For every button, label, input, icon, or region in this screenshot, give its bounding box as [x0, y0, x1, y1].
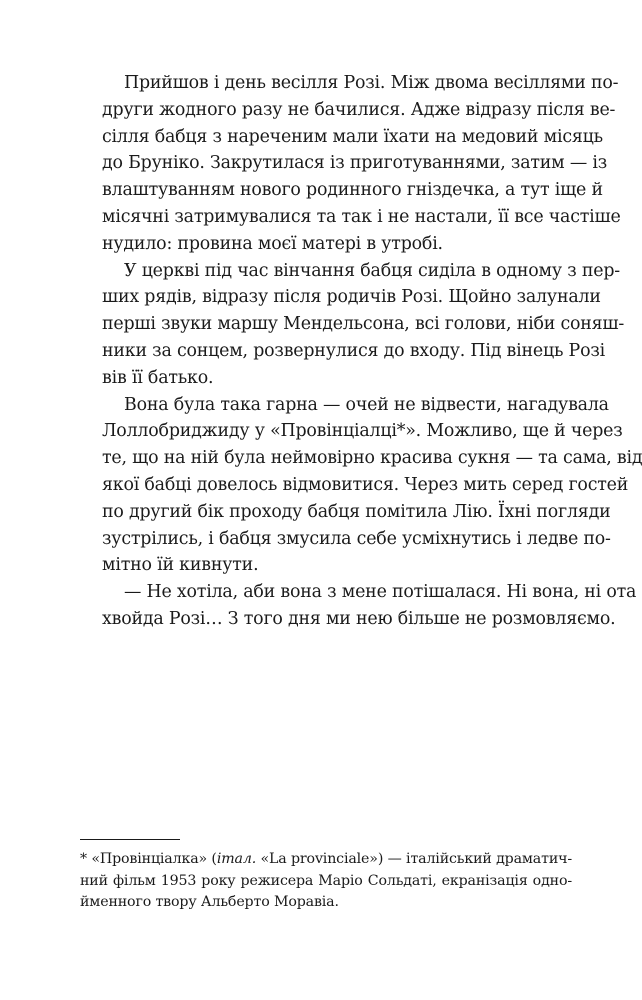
paragraph-3 — [80, 392, 642, 580]
paragraph-2 — [80, 258, 625, 392]
text-line: други жодного разу не бачилися. Адже відразу після ве- — [102, 99, 616, 120]
text-line: зустрілись, і бабця змусила себе усміхнутись і ледве по- — [102, 528, 611, 549]
text-line: перші звуки маршу Мендельсона, всі голови, ніби соняш- — [102, 314, 625, 335]
text-line: сілля бабця з нареченим мали їхати на медовий місяць — [102, 126, 603, 147]
text-line: хвойда Розі… З того дня ми нею більше не розмовляємо. — [102, 608, 616, 629]
footnote-divider — [80, 839, 180, 840]
text-line: місячні затримувалися та так і не настали, її все частіше — [102, 206, 621, 227]
text-line: те, що на ній була неймовірно красива сукня — та сама, від — [102, 448, 642, 469]
paragraph-1 — [80, 70, 621, 258]
footnote-line: йменного твору Альберто Моравіа. — [80, 894, 339, 910]
footnote-line — [80, 849, 572, 871]
footnote — [80, 849, 572, 914]
text-line: по другий бік проходу бабця помітила Лію. Їхні погляди — [102, 501, 611, 522]
text-line: до Бруніко. Закрутилася із приготуваннями, затим — із — [102, 153, 607, 174]
text-line: ших рядів, відразу після родичів Розі. Щойно залунали — [102, 287, 601, 308]
paragraph-4 — [80, 579, 637, 633]
text-line: мітно їй кивнути. — [102, 555, 259, 576]
footnote-line: ний фільм 1953 року режисера Маріо Сольдаті, екранізація одно- — [80, 872, 572, 889]
text-line: вів її батько. — [102, 367, 214, 388]
main-text — [80, 70, 642, 633]
footnote-text: * «Провінціалка» ( — [80, 851, 217, 867]
text-line: — Не хотіла, аби вона з мене потішалася. Ні вона, ні ота — [124, 582, 637, 603]
text-line: У церкві під час вінчання бабця сиділа в одному з пер- — [124, 260, 620, 281]
text-line: нудило: провина моєї матері в утробі. — [102, 233, 443, 254]
footnote-text: «La provinciale») — італійський драматич- — [256, 851, 572, 867]
text-line: влаштуванням нового родинного гніздечка, а тут іще й — [102, 180, 603, 201]
text-line: Вона була така гарна — очей не відвести, нагадувала — [124, 394, 609, 415]
text-line: ники за сонцем, розвернулися до входу. Під вінець Розі — [102, 340, 605, 361]
footnote-language-abbr: італ. — [216, 851, 257, 867]
text-line: Прийшов і день весілля Розі. Між двома весіллями по- — [124, 73, 619, 93]
text-line: Лоллобриджиду у «Провінціалці*». Можливо, ще й через — [102, 421, 623, 442]
text-line: якої бабці довелось відмовитися. Через мить серед гостей — [102, 474, 629, 495]
